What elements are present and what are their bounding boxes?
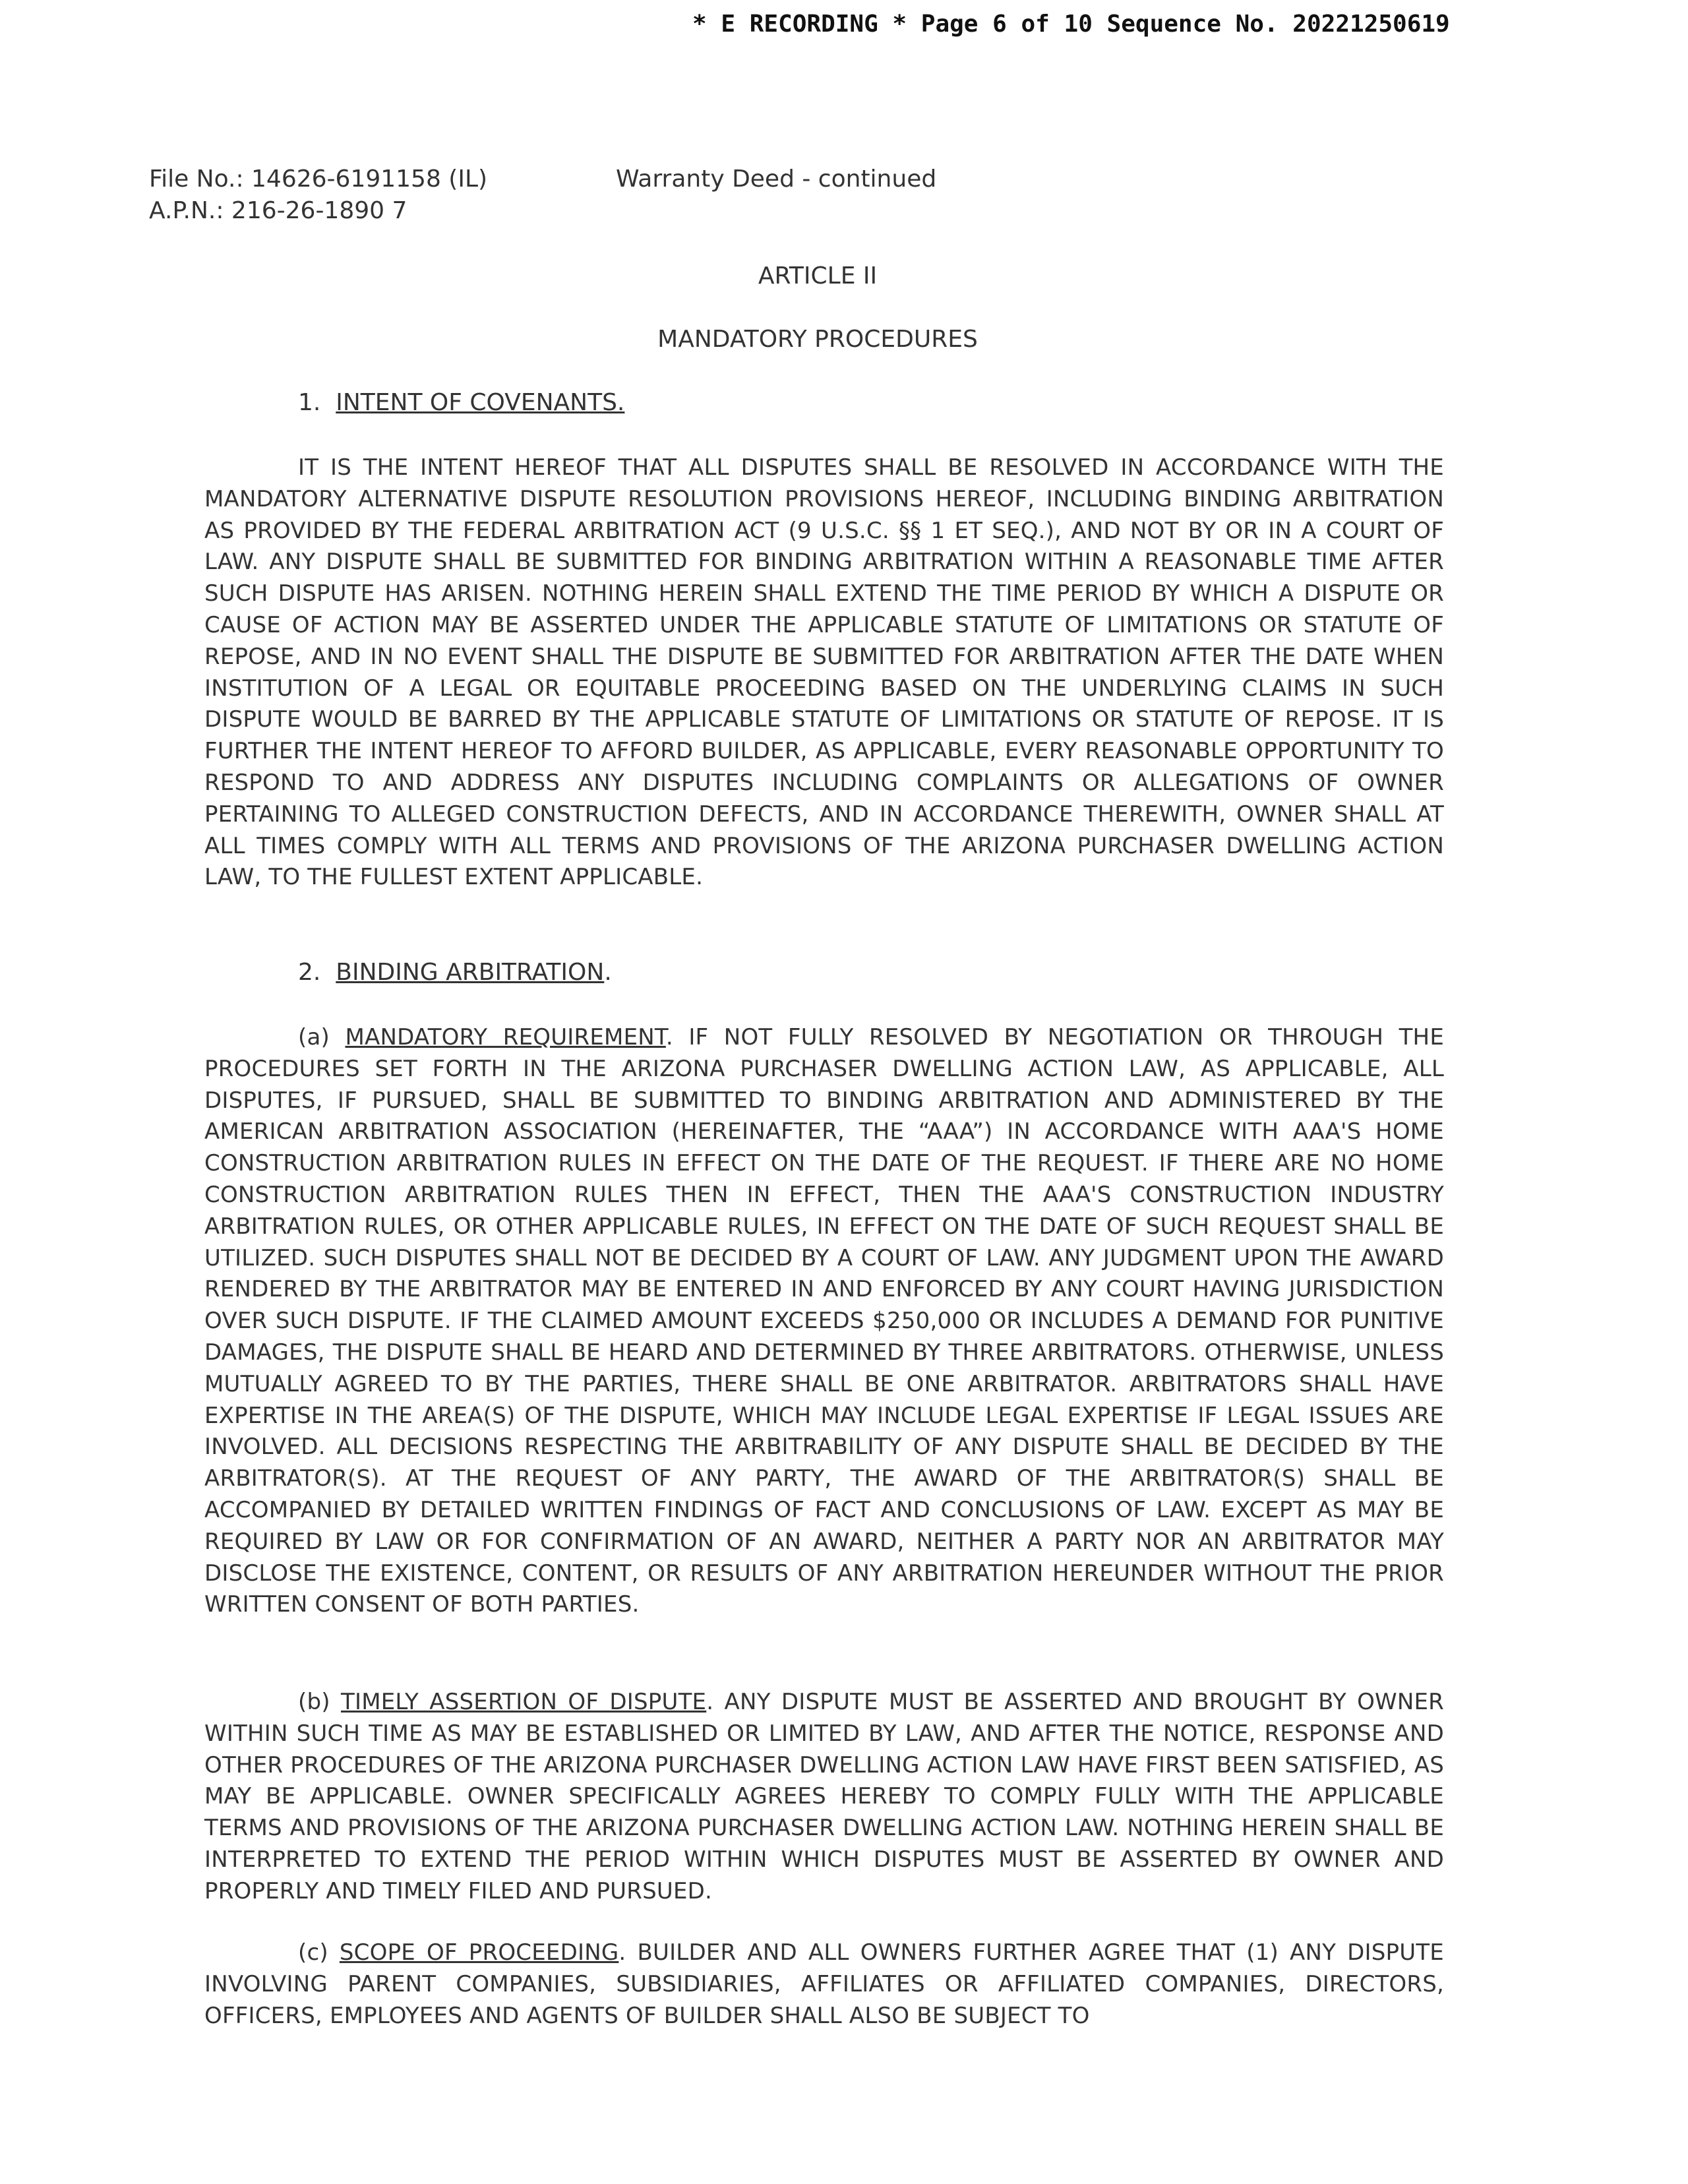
article-title: MANDATORY PROCEDURES xyxy=(657,326,978,353)
section-2b-title: TIMELY ASSERTION OF DISPUTE xyxy=(341,1689,707,1715)
section-2c-title: SCOPE OF PROCEEDING xyxy=(339,1939,619,1966)
section-2b-label: (b) xyxy=(298,1689,330,1715)
section-2a-label: (a) xyxy=(298,1024,330,1050)
section-1-title: INTENT OF COVENANTS. xyxy=(336,389,625,416)
section-1-number: 1. xyxy=(298,389,321,416)
section-2a-paragraph xyxy=(204,1022,1444,1621)
apn-number: A.P.N.: 216-26-1890 7 xyxy=(149,197,407,224)
section-1-body: IT IS THE INTENT HEREOF THAT ALL DISPUTES SHALL BE RESOLVED IN ACCORDANCE WITH THE MANDATORY ALTERNATIVE DISPUTE RESOLUTION PROVISIONS HEREOF, INCLUDING BINDING ARBITRATION AS PROVIDED BY THE FEDERAL ARBITRATION ACT (9 U.S.C. §§ 1 ET SEQ.), AND NOT BY OR IN A COURT OF LAW. ANY DISPUTE SHALL BE SUBMITTED FOR BINDING ARBITRATION WITHIN A REASONABLE TIME AFTER SUCH DISPUTE HAS ARISEN. NOTHING HEREIN SHALL EXTEND THE TIME PERIOD BY WHICH A DISPUTE OR CAUSE OF ACTION MAY BE ASSERTED UNDER THE APPLICABLE STATUTE OF LIMITATIONS OR STATUTE OF REPOSE, AND IN NO EVENT SHALL THE DISPUTE BE SUBMITTED FOR ARBITRATION AFTER THE DATE WHEN INSTITUTION OF A LEGAL OR EQUITABLE PROCEEDING BASED ON THE UNDERLYING CLAIMS IN SUCH DISPUTE WOULD BE BARRED BY THE APPLICABLE STATUTE OF LIMITATIONS OR STATUTE OF REPOSE. IT IS FURTHER THE INTENT HEREOF TO AFFORD BUILDER, AS APPLICABLE, EVERY REASONABLE OPPORTUNITY TO RESPOND TO AND ADDRESS ANY DISPUTES INCLUDING COMPLAINTS OR ALLEGATIONS OF OWNER PERTAINING TO ALLEGED CONSTRUCTION DEFECTS, AND IN ACCORDANCE THEREWITH, OWNER SHALL AT ALL TIMES COMPLY WITH ALL TERMS AND PROVISIONS OF THE ARIZONA PURCHASER DWELLING ACTION LAW, TO THE FULLEST EXTENT APPLICABLE. xyxy=(204,454,1444,891)
recording-header: * E RECORDING * Page 6 of 10 Sequence No. 20221250619 xyxy=(692,11,1450,38)
section-2-number: 2. xyxy=(298,959,321,986)
file-number: File No.: 14626-6191158 (IL) xyxy=(149,166,488,193)
section-2b-body: . ANY DISPUTE MUST BE ASSERTED AND BROUGHT BY OWNER WITHIN SUCH TIME AS MAY BE ESTABLISHED OR LIMITED BY LAW, AND AFTER THE NOTICE, RESPONSE AND OTHER PROCEDURES OF THE ARIZONA PURCHASER DWELLING ACTION LAW HAVE FIRST BEEN SATISFIED, AS MAY BE APPLICABLE. OWNER SPECIFICALLY AGREES HEREBY TO COMPLY FULLY WITH THE APPLICABLE TERMS AND PROVISIONS OF THE ARIZONA PURCHASER DWELLING ACTION LAW. NOTHING HEREIN SHALL BE INTERPRETED TO EXTEND THE PERIOD WITHIN WHICH DISPUTES MUST BE ASSERTED BY OWNER AND PROPERLY AND TIMELY FILED AND PURSUED. xyxy=(204,1689,1444,1904)
section-2b-paragraph xyxy=(204,1687,1444,1908)
article-number: ARTICLE II xyxy=(758,262,878,289)
section-2a-body: . IF NOT FULLY RESOLVED BY NEGOTIATION OR THROUGH THE PROCEDURES SET FORTH IN THE ARIZONA PURCHASER DWELLING ACTION LAW, AS APPLICABLE, ALL DISPUTES, IF PURSUED, SHALL BE SUBMITTED TO BINDING ARBITRATION AND ADMINISTERED BY THE AMERICAN ARBITRATION ASSOCIATION (HEREINAFTER, THE “AAA”) IN ACCORDANCE WITH AAA'S HOME CONSTRUCTION ARBITRATION RULES IN EFFECT ON THE DATE OF THE REQUEST. IF THERE ARE NO HOME CONSTRUCTION ARBITRATION RULES THEN IN EFFECT, THEN THE AAA'S CONSTRUCTION INDUSTRY ARBITRATION RULES, OR OTHER APPLICABLE RULES, IN EFFECT ON THE DATE OF SUCH REQUEST SHALL BE UTILIZED. SUCH DISPUTES SHALL NOT BE DECIDED BY A COURT OF LAW. ANY JUDGMENT UPON THE AWARD RENDERED BY THE ARBITRATOR MAY BE ENTERED IN AND ENFORCED BY ANY COURT HAVING JURISDICTION OVER SUCH DISPUTE. IF THE CLAIMED AMOUNT EXCEEDS $250,000 OR INCLUDES A DEMAND FOR PUNITIVE DAMAGES, THE DISPUTE SHALL BE HEARD AND DETERMINED BY THREE ARBITRATORS. OTHERWISE, UNLESS MUTUALLY AGREED TO BY THE PARTIES, THERE SHALL BE ONE ARBITRATOR. ARBITRATORS SHALL HAVE EXPERTISE IN THE AREA(S) OF THE DISPUTE, WHICH MAY INCLUDE LEGAL EXPERTISE IF LEGAL ISSUES ARE INVOLVED. ALL DECISIONS RESPECTING THE ARBITRABILITY OF ANY DISPUTE SHALL BE DECIDED BY THE ARBITRATOR(S). AT THE REQUEST OF ANY PARTY, THE AWARD OF THE ARBITRATOR(S) SHALL BE ACCOMPANIED BY DETAILED WRITTEN FINDINGS OF FACT AND CONCLUSIONS OF LAW. EXCEPT AS MAY BE REQUIRED BY LAW OR FOR CONFIRMATION OF AN AWARD, NEITHER A PARTY NOR AN ARBITRATOR MAY DISCLOSE THE EXISTENCE, CONTENT, OR RESULTS OF ANY ARBITRATION HEREUNDER WITHOUT THE PRIOR WRITTEN CONSENT OF BOTH PARTIES. xyxy=(204,1024,1444,1618)
section-2-title: BINDING ARBITRATION xyxy=(336,959,605,986)
section-2c-label: (c) xyxy=(298,1939,328,1966)
section-1-heading xyxy=(298,389,624,416)
section-2c-body: . BUILDER AND ALL OWNERS FURTHER AGREE THAT (1) ANY DISPUTE INVOLVING PARENT COMPANIES, SUBSIDIARIES, AFFILIATES OR AFFILIATED COMPANIES, DIRECTORS, OFFICERS, EMPLOYEES AND AGENTS OF BUILDER SHALL ALSO BE SUBJECT TO xyxy=(204,1939,1444,2029)
section-2-heading xyxy=(298,959,612,986)
section-2c-paragraph xyxy=(204,1937,1444,2032)
deed-title: Warranty Deed - continued xyxy=(616,166,937,193)
section-2-title-suffix: . xyxy=(604,959,612,986)
section-2a-title: MANDATORY REQUIREMENT xyxy=(345,1024,666,1050)
file-info xyxy=(149,164,487,227)
